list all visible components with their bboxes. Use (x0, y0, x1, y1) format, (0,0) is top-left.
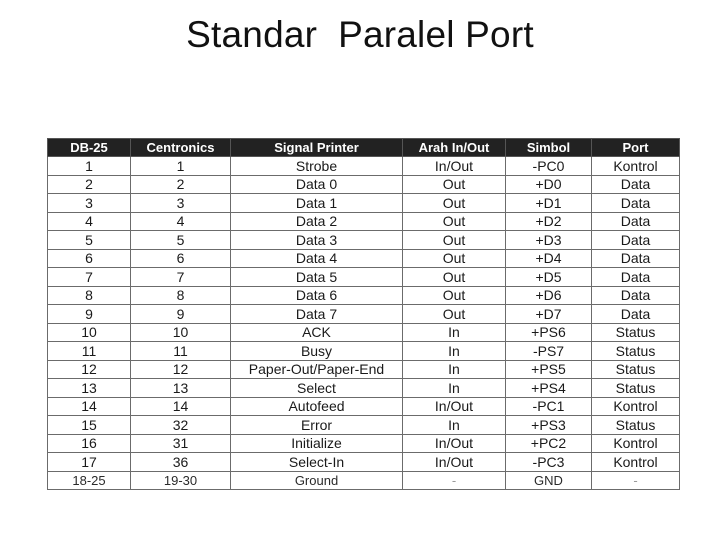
cell-signal: Data 6 (231, 286, 403, 305)
table-row (48, 194, 680, 213)
cell-direction: Out (403, 194, 506, 213)
cell-centronics: 12 (131, 360, 231, 379)
cell-signal: Busy (231, 342, 403, 361)
table-row (48, 268, 680, 287)
cell-centronics: 6 (131, 249, 231, 268)
cell-direction: Out (403, 175, 506, 194)
cell-direction: In (403, 416, 506, 435)
cell-direction: Out (403, 268, 506, 287)
cell-signal: Ground (231, 471, 403, 490)
cell-symbol: +D0 (506, 175, 592, 194)
cell-db25: 2 (48, 175, 131, 194)
cell-centronics: 11 (131, 342, 231, 361)
cell-db25: 10 (48, 323, 131, 342)
cell-port: Data (592, 194, 680, 213)
cell-port: Kontrol (592, 397, 680, 416)
cell-signal: Select-In (231, 453, 403, 472)
cell-direction: Out (403, 231, 506, 250)
cell-direction: In/Out (403, 157, 506, 176)
header-centronics: Centronics (131, 139, 231, 157)
cell-symbol: -PC3 (506, 453, 592, 472)
cell-db25: 8 (48, 286, 131, 305)
cell-symbol: +D6 (506, 286, 592, 305)
cell-symbol: +PS4 (506, 379, 592, 398)
cell-direction: In/Out (403, 397, 506, 416)
cell-port: Data (592, 268, 680, 287)
table-row (48, 453, 680, 472)
cell-centronics: 14 (131, 397, 231, 416)
table-row (48, 212, 680, 231)
cell-port: Data (592, 175, 680, 194)
cell-direction: In/Out (403, 453, 506, 472)
cell-port: Status (592, 342, 680, 361)
cell-centronics: 19-30 (131, 471, 231, 490)
cell-symbol: +PS6 (506, 323, 592, 342)
cell-signal: Data 3 (231, 231, 403, 250)
cell-port: Kontrol (592, 453, 680, 472)
cell-port: Data (592, 249, 680, 268)
cell-signal: Data 1 (231, 194, 403, 213)
cell-centronics: 32 (131, 416, 231, 435)
page-title: Standar Paralel Port (186, 14, 534, 55)
table-row (48, 249, 680, 268)
cell-signal: Data 2 (231, 212, 403, 231)
cell-direction: Out (403, 212, 506, 231)
cell-direction: Out (403, 249, 506, 268)
cell-db25: 17 (48, 453, 131, 472)
cell-signal: Data 4 (231, 249, 403, 268)
cell-direction: In (403, 360, 506, 379)
cell-db25: 1 (48, 157, 131, 176)
cell-port: Data (592, 286, 680, 305)
header-signal-printer: Signal Printer (231, 139, 403, 157)
cell-db25: 3 (48, 194, 131, 213)
cell-centronics: 13 (131, 379, 231, 398)
cell-direction: Out (403, 286, 506, 305)
cell-port: Status (592, 416, 680, 435)
cell-db25: 13 (48, 379, 131, 398)
cell-port: - (592, 471, 680, 490)
cell-db25: 6 (48, 249, 131, 268)
cell-symbol: +PS3 (506, 416, 592, 435)
cell-centronics: 8 (131, 286, 231, 305)
table-header-row (48, 139, 680, 157)
cell-db25: 16 (48, 434, 131, 453)
header-symbol: Simbol (506, 139, 592, 157)
cell-symbol: +D4 (506, 249, 592, 268)
table-row (48, 434, 680, 453)
cell-signal: Data 7 (231, 305, 403, 324)
table-row (48, 323, 680, 342)
cell-symbol: +PS5 (506, 360, 592, 379)
table-row (48, 471, 680, 490)
cell-db25: 18-25 (48, 471, 131, 490)
cell-port: Status (592, 360, 680, 379)
cell-port: Status (592, 323, 680, 342)
cell-symbol: -PC1 (506, 397, 592, 416)
cell-db25: 15 (48, 416, 131, 435)
table-row (48, 175, 680, 194)
cell-direction: Out (403, 305, 506, 324)
cell-direction: - (403, 471, 506, 490)
table-row (48, 157, 680, 176)
cell-centronics: 4 (131, 212, 231, 231)
cell-port: Data (592, 231, 680, 250)
cell-centronics: 36 (131, 453, 231, 472)
cell-signal: ACK (231, 323, 403, 342)
cell-port: Data (592, 305, 680, 324)
cell-port: Kontrol (592, 434, 680, 453)
cell-centronics: 9 (131, 305, 231, 324)
cell-db25: 7 (48, 268, 131, 287)
cell-db25: 5 (48, 231, 131, 250)
cell-signal: Autofeed (231, 397, 403, 416)
cell-db25: 9 (48, 305, 131, 324)
cell-direction: In (403, 342, 506, 361)
table-row (48, 360, 680, 379)
cell-signal: Strobe (231, 157, 403, 176)
cell-db25: 14 (48, 397, 131, 416)
cell-symbol: +D7 (506, 305, 592, 324)
cell-symbol: -PS7 (506, 342, 592, 361)
header-port: Port (592, 139, 680, 157)
table-body (48, 157, 680, 490)
cell-symbol: -PC0 (506, 157, 592, 176)
cell-signal: Data 5 (231, 268, 403, 287)
cell-centronics: 10 (131, 323, 231, 342)
cell-symbol: +D5 (506, 268, 592, 287)
cell-port: Kontrol (592, 157, 680, 176)
cell-db25: 4 (48, 212, 131, 231)
cell-symbol: GND (506, 471, 592, 490)
cell-symbol: +D1 (506, 194, 592, 213)
table-row (48, 416, 680, 435)
cell-direction: In/Out (403, 434, 506, 453)
cell-symbol: +D3 (506, 231, 592, 250)
cell-db25: 11 (48, 342, 131, 361)
table-row (48, 231, 680, 250)
cell-centronics: 31 (131, 434, 231, 453)
cell-port: Data (592, 212, 680, 231)
cell-signal: Error (231, 416, 403, 435)
cell-symbol: +D2 (506, 212, 592, 231)
cell-signal: Select (231, 379, 403, 398)
pinout-table-image (47, 130, 680, 490)
cell-direction: In (403, 379, 506, 398)
table-row (48, 342, 680, 361)
cell-signal: Initialize (231, 434, 403, 453)
cell-centronics: 7 (131, 268, 231, 287)
cell-direction: In (403, 323, 506, 342)
cell-signal: Paper-Out/Paper-End (231, 360, 403, 379)
table-row (48, 397, 680, 416)
cell-symbol: +PC2 (506, 434, 592, 453)
cell-centronics: 2 (131, 175, 231, 194)
cell-db25: 12 (48, 360, 131, 379)
table-row (48, 286, 680, 305)
cell-centronics: 1 (131, 157, 231, 176)
table-row (48, 305, 680, 324)
cell-centronics: 5 (131, 231, 231, 250)
cell-signal: Data 0 (231, 175, 403, 194)
parallel-port-table (47, 138, 680, 490)
cell-centronics: 3 (131, 194, 231, 213)
header-direction: Arah In/Out (403, 139, 506, 157)
header-db25: DB-25 (48, 139, 131, 157)
cell-port: Status (592, 379, 680, 398)
table-row (48, 379, 680, 398)
